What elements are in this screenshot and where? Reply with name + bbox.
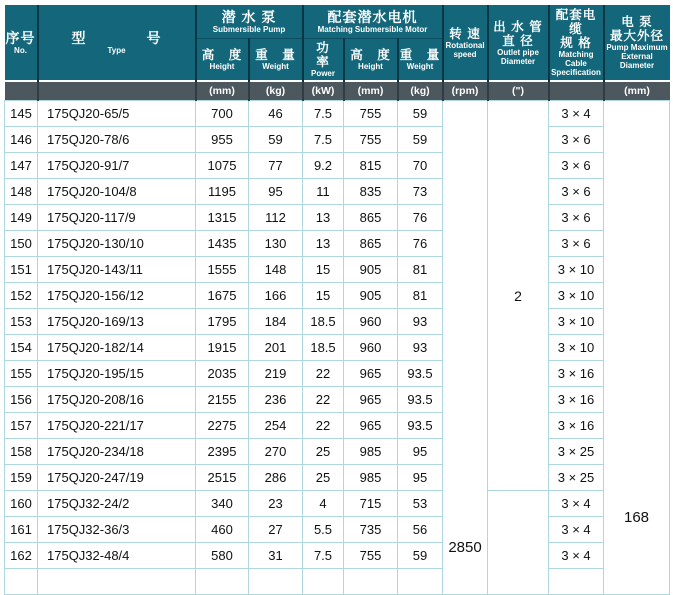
table-row	[5, 257, 670, 283]
cell-pump-weight: 23	[249, 491, 303, 517]
cell-pump-height: 1555	[196, 257, 249, 283]
cell-cable: 3 × 6	[549, 231, 604, 257]
cell-pump-height: 2035	[196, 361, 249, 387]
cell-type: 175QJ20-104/8	[38, 179, 196, 205]
cell-motor-height: 965	[344, 413, 398, 439]
table-header	[5, 5, 670, 101]
cell-motor-weight: 93.5	[398, 387, 443, 413]
cell-motor-weight: 76	[398, 231, 443, 257]
table-row	[5, 231, 670, 257]
table-row	[5, 361, 670, 387]
cell-type: 175QJ20-195/15	[38, 361, 196, 387]
cell-pump-weight: 95	[249, 179, 303, 205]
cell-outlet-merged-qj32	[488, 491, 549, 595]
cell-type: 175QJ20-182/14	[38, 335, 196, 361]
cell-motor-weight: 53	[398, 491, 443, 517]
cell-cable: 3 × 6	[549, 127, 604, 153]
cell-pump-height: 955	[196, 127, 249, 153]
cell-motor-weight: 59	[398, 101, 443, 127]
cell-motor-height: 865	[344, 205, 398, 231]
cell-cable: 3 × 10	[549, 335, 604, 361]
unit-speed: (rpm)	[443, 81, 488, 101]
cell-motor-weight: 93	[398, 335, 443, 361]
cell-pump-height: 2275	[196, 413, 249, 439]
cell-cable	[549, 569, 604, 595]
cell-cable: 3 × 4	[549, 543, 604, 569]
cell-motor-weight	[398, 569, 443, 595]
header-outlet: 出 水 管 直 径 Outlet pipe Diameter	[488, 5, 549, 81]
cell-power: 7.5	[303, 101, 344, 127]
cell-cable: 3 × 16	[549, 361, 604, 387]
cell-maxdiam-merged	[604, 101, 670, 595]
unit-power: (kW)	[303, 81, 344, 101]
cell-pump-weight: 112	[249, 205, 303, 231]
cell-motor-height: 755	[344, 101, 398, 127]
cell-pump-weight: 148	[249, 257, 303, 283]
table-row	[5, 387, 670, 413]
cell-motor-height: 835	[344, 179, 398, 205]
cell-cable: 3 × 16	[549, 387, 604, 413]
cell-type: 175QJ20-130/10	[38, 231, 196, 257]
table-body	[5, 101, 670, 595]
table-row	[5, 179, 670, 205]
cell-no: 158	[5, 439, 38, 465]
cell-no: 152	[5, 283, 38, 309]
table-row	[5, 101, 670, 127]
cell-type: 175QJ20-156/12	[38, 283, 196, 309]
cell-motor-height: 965	[344, 387, 398, 413]
cell-no: 157	[5, 413, 38, 439]
cell-cable: 3 × 6	[549, 153, 604, 179]
cell-pump-weight: 184	[249, 309, 303, 335]
cell-type: 175QJ20-221/17	[38, 413, 196, 439]
cell-outlet-merged-qj20	[488, 101, 549, 491]
cell-pump-weight: 77	[249, 153, 303, 179]
cell-motor-height	[344, 569, 398, 595]
cell-motor-height: 960	[344, 309, 398, 335]
cell-power: 13	[303, 205, 344, 231]
cell-type: 175QJ20-65/5	[38, 101, 196, 127]
pump-spec-table	[4, 5, 670, 595]
cell-pump-height: 1435	[196, 231, 249, 257]
cell-motor-weight: 93	[398, 309, 443, 335]
cell-no	[5, 569, 38, 595]
cell-motor-weight: 70	[398, 153, 443, 179]
cell-type	[38, 569, 196, 595]
table-row	[5, 205, 670, 231]
unit-motor-height: (mm)	[344, 81, 398, 101]
cell-type: 175QJ32-36/3	[38, 517, 196, 543]
cell-pump-height	[196, 569, 249, 595]
cell-pump-height: 340	[196, 491, 249, 517]
cell-power: 5.5	[303, 517, 344, 543]
header-no: 序号 No.	[5, 5, 38, 81]
header-speed: 转 速 Rotational speed	[443, 5, 488, 81]
cell-pump-weight: 59	[249, 127, 303, 153]
table-row	[5, 517, 670, 543]
cell-motor-height: 960	[344, 335, 398, 361]
cell-motor-height: 905	[344, 257, 398, 283]
cell-power: 13	[303, 231, 344, 257]
cell-type: 175QJ20-78/6	[38, 127, 196, 153]
header-motor-group: 配套潜水电机 Matching Submersible Motor	[303, 5, 443, 39]
pump-spec-page	[0, 5, 673, 563]
unit-cable	[549, 81, 604, 101]
cell-type: 175QJ32-48/4	[38, 543, 196, 569]
cell-cable: 3 × 4	[549, 517, 604, 543]
cell-motor-weight: 73	[398, 179, 443, 205]
cell-power: 7.5	[303, 543, 344, 569]
cell-motor-weight: 56	[398, 517, 443, 543]
cell-cable: 3 × 25	[549, 465, 604, 491]
cell-no: 147	[5, 153, 38, 179]
table-row	[5, 439, 670, 465]
cell-power	[303, 569, 344, 595]
cell-motor-height: 985	[344, 465, 398, 491]
cell-pump-height: 1915	[196, 335, 249, 361]
cell-power: 25	[303, 439, 344, 465]
cell-pump-weight: 219	[249, 361, 303, 387]
cell-motor-height: 965	[344, 361, 398, 387]
cell-pump-height: 1675	[196, 283, 249, 309]
table-row	[5, 309, 670, 335]
cell-motor-weight: 59	[398, 543, 443, 569]
cell-power: 15	[303, 283, 344, 309]
speed-value: 2850	[448, 539, 482, 556]
cell-pump-weight: 46	[249, 101, 303, 127]
cell-cable: 3 × 25	[549, 439, 604, 465]
cell-cable: 3 × 10	[549, 283, 604, 309]
cell-motor-weight: 81	[398, 283, 443, 309]
cell-pump-weight: 270	[249, 439, 303, 465]
header-pump-weight: 重 量 Weight	[249, 39, 303, 82]
cell-pump-height: 2515	[196, 465, 249, 491]
cell-motor-height: 715	[344, 491, 398, 517]
cell-pump-weight	[249, 569, 303, 595]
cell-power: 9.2	[303, 153, 344, 179]
cell-cable: 3 × 4	[549, 101, 604, 127]
cell-power: 7.5	[303, 127, 344, 153]
maxdiam-value: 168	[623, 509, 650, 526]
outlet-value: 2	[514, 287, 522, 304]
cell-motor-height: 735	[344, 517, 398, 543]
table-row	[5, 283, 670, 309]
cell-cable: 3 × 10	[549, 257, 604, 283]
table-row	[5, 491, 670, 517]
cell-cable: 3 × 4	[549, 491, 604, 517]
cell-type: 175QJ32-24/2	[38, 491, 196, 517]
cell-pump-height: 1315	[196, 205, 249, 231]
table-row	[5, 153, 670, 179]
cell-motor-height: 755	[344, 543, 398, 569]
unit-pump-height: (mm)	[196, 81, 249, 101]
cell-no: 148	[5, 179, 38, 205]
cell-pump-height: 2395	[196, 439, 249, 465]
table-row	[5, 465, 670, 491]
unit-maxdiam: (mm)	[604, 81, 670, 101]
cell-motor-weight: 93.5	[398, 361, 443, 387]
cell-pump-height: 700	[196, 101, 249, 127]
cell-pump-weight: 31	[249, 543, 303, 569]
unit-outlet: (")	[488, 81, 549, 101]
cell-motor-weight: 95	[398, 465, 443, 491]
cell-motor-weight: 95	[398, 439, 443, 465]
cell-type: 175QJ20-143/11	[38, 257, 196, 283]
cell-pump-weight: 254	[249, 413, 303, 439]
cell-power: 22	[303, 413, 344, 439]
cell-no: 149	[5, 205, 38, 231]
header-motor-height: 高 度 Height	[344, 39, 398, 82]
cell-type: 175QJ20-91/7	[38, 153, 196, 179]
cell-no: 155	[5, 361, 38, 387]
cell-no: 154	[5, 335, 38, 361]
cell-no: 156	[5, 387, 38, 413]
cell-no: 160	[5, 491, 38, 517]
cell-type: 175QJ20-117/9	[38, 205, 196, 231]
cell-motor-weight: 81	[398, 257, 443, 283]
table-row	[5, 543, 670, 569]
cell-type: 175QJ20-169/13	[38, 309, 196, 335]
cell-speed-merged	[443, 101, 488, 595]
cell-power: 18.5	[303, 309, 344, 335]
cell-motor-height: 755	[344, 127, 398, 153]
unit-type	[38, 81, 196, 101]
table-row-partial	[5, 569, 670, 595]
cell-pump-height: 460	[196, 517, 249, 543]
cell-no: 159	[5, 465, 38, 491]
table-row	[5, 413, 670, 439]
cell-power: 4	[303, 491, 344, 517]
units-row	[5, 81, 670, 101]
cell-pump-weight: 130	[249, 231, 303, 257]
cell-no: 146	[5, 127, 38, 153]
header-type: 型 号 Type	[38, 5, 196, 81]
cell-motor-weight: 93.5	[398, 413, 443, 439]
cell-pump-weight: 27	[249, 517, 303, 543]
cell-motor-height: 985	[344, 439, 398, 465]
table-row	[5, 335, 670, 361]
header-power: 功 率 Power	[303, 39, 344, 82]
cell-pump-height: 1075	[196, 153, 249, 179]
header-maxdiam: 电 泵 最大外径 Pump Maximum External Diameter	[604, 5, 670, 81]
cell-pump-weight: 166	[249, 283, 303, 309]
cell-type: 175QJ20-208/16	[38, 387, 196, 413]
cell-power: 15	[303, 257, 344, 283]
cell-motor-weight: 59	[398, 127, 443, 153]
cell-no: 161	[5, 517, 38, 543]
header-pump-group: 潜 水 泵 Submersible Pump	[196, 5, 303, 39]
cell-pump-height: 2155	[196, 387, 249, 413]
cell-pump-height: 580	[196, 543, 249, 569]
cell-pump-weight: 236	[249, 387, 303, 413]
cell-no: 151	[5, 257, 38, 283]
cell-no: 162	[5, 543, 38, 569]
cell-pump-height: 1795	[196, 309, 249, 335]
cell-no: 153	[5, 309, 38, 335]
cell-power: 18.5	[303, 335, 344, 361]
cell-power: 22	[303, 387, 344, 413]
cell-power: 22	[303, 361, 344, 387]
cell-cable: 3 × 10	[549, 309, 604, 335]
cell-power: 25	[303, 465, 344, 491]
cell-cable: 3 × 6	[549, 179, 604, 205]
header-pump-height: 高 度 Height	[196, 39, 249, 82]
cell-pump-weight: 286	[249, 465, 303, 491]
cell-cable: 3 × 16	[549, 413, 604, 439]
cell-type: 175QJ20-234/18	[38, 439, 196, 465]
unit-no	[5, 81, 38, 101]
cell-motor-weight: 76	[398, 205, 443, 231]
cell-power: 11	[303, 179, 344, 205]
unit-motor-weight: (kg)	[398, 81, 443, 101]
cell-no: 150	[5, 231, 38, 257]
table-row	[5, 127, 670, 153]
cell-pump-weight: 201	[249, 335, 303, 361]
cell-type: 175QJ20-247/19	[38, 465, 196, 491]
cell-no: 145	[5, 101, 38, 127]
cell-motor-height: 905	[344, 283, 398, 309]
cell-motor-height: 815	[344, 153, 398, 179]
cell-motor-height: 865	[344, 231, 398, 257]
header-cable: 配套电缆 规 格 Matching Cable Specification	[549, 5, 604, 81]
unit-pump-weight: (kg)	[249, 81, 303, 101]
header-motor-weight: 重 量 Weight	[398, 39, 443, 82]
cell-cable: 3 × 6	[549, 205, 604, 231]
cell-pump-height: 1195	[196, 179, 249, 205]
